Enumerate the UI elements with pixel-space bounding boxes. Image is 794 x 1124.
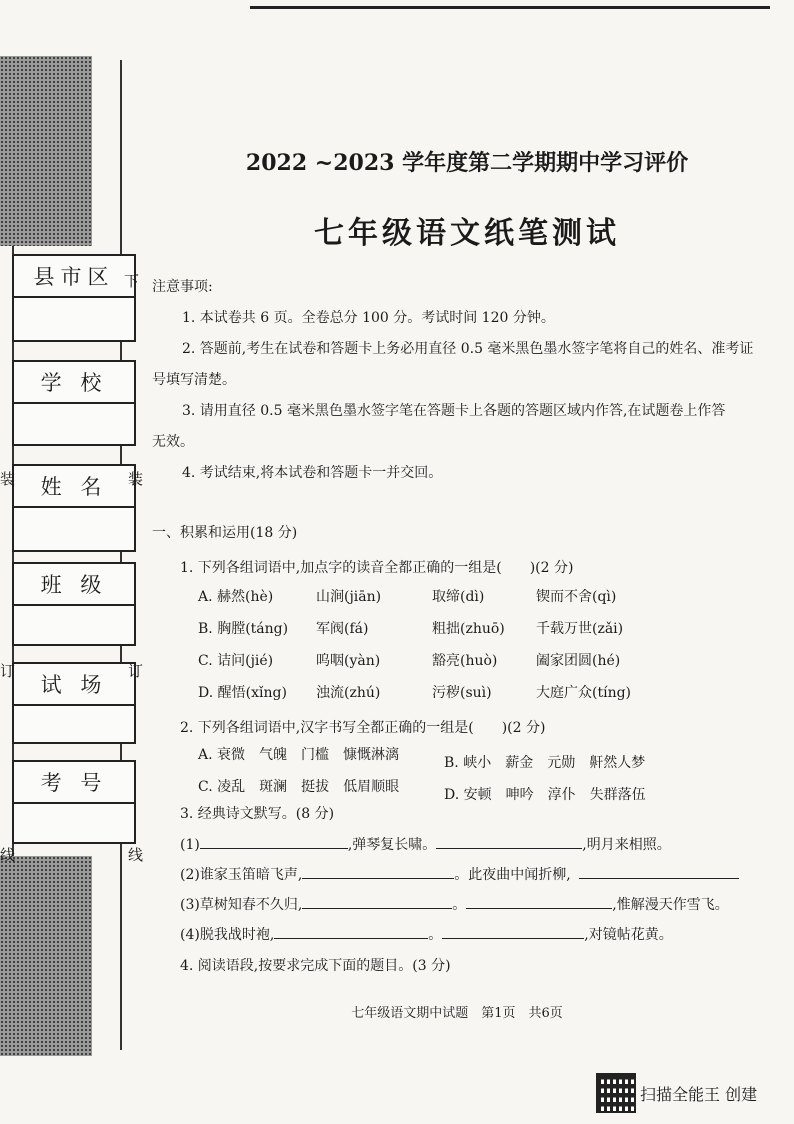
q4-stem: 4. 阅读语段,按要求完成下面的题目。(3 分) [180, 958, 451, 974]
q1-option-cell: 山涧(jiān) [316, 589, 382, 605]
notice-heading: 注意事项: [152, 279, 213, 295]
answer-blank[interactable] [200, 834, 348, 849]
q1-option-cell: 呜咽(yàn) [316, 653, 381, 669]
answer-blank[interactable] [436, 834, 582, 849]
notice-item: 号填写清楚。 [152, 372, 236, 388]
q1-option-cell: 豁亮(huò) [432, 653, 498, 669]
q1-option-c: C. 诘问(jié) [198, 653, 274, 669]
answer-blank[interactable] [466, 894, 612, 909]
q1-option-cell: 大庭广众(tíng) [536, 685, 632, 701]
notice-item: 无效。 [152, 434, 194, 450]
notice-item: 2. 答题前,考生在试卷和答题卡上务必用直径 0.5 毫米黑色墨水签字笔将自己的姓名、准考证 [182, 341, 754, 357]
q2-option-a: A. 衰微 气魄 门槛 慷慨淋漓 [198, 747, 400, 763]
q1-option-cell: 污秽(suì) [432, 685, 492, 701]
q1-option-cell: 军阀(fá) [316, 621, 369, 637]
field-school: 学 校 [12, 360, 136, 446]
q2-option-b: B. 峡小 薪金 元勋 鼾然人梦 [444, 755, 646, 771]
answer-blank[interactable] [274, 924, 428, 939]
answer-blank[interactable] [442, 924, 584, 939]
notice-item: 3. 请用直径 0.5 毫米黑色墨水签字笔在答题卡上各题的答题区域内作答,在试题卷上作答 [182, 403, 726, 419]
field-name: 姓 名 [12, 464, 136, 552]
q1-option-cell: 千载万世(zǎi) [536, 621, 624, 637]
mark-inner-down: 下 [124, 272, 140, 290]
answer-blank[interactable] [302, 864, 454, 879]
q3-line-3: (3)草树知春不久归, 。 ,惟解漫天作雪飞。 [180, 894, 729, 914]
mark-inner-staple: 订 [128, 662, 144, 680]
field-county: 县市区 [12, 254, 136, 342]
q3-stem: 3. 经典诗文默写。(8 分) [180, 806, 335, 822]
q1-option-d: D. 醒悟(xǐng) [198, 685, 287, 701]
q1-option-b: B. 胸膛(táng) [198, 621, 289, 637]
exam-subtitle: 七年级语文纸笔测试 [314, 216, 620, 251]
mark-inner-line: 线 [128, 846, 144, 864]
notice-block [152, 272, 792, 489]
q1-option-cell: 阖家团圆(hé) [536, 653, 621, 669]
q1-option-cell: 浊流(zhú) [316, 685, 381, 701]
notice-item: 4. 考试结束,将本试卷和答题卡一并交回。 [182, 465, 443, 481]
answer-blank[interactable] [302, 894, 452, 909]
answer-blank[interactable] [579, 864, 739, 879]
q1-option-cell: 锲而不舍(qì) [536, 589, 617, 605]
q1-option-cell: 粗拙(zhuō) [432, 621, 505, 637]
binding-pattern-bottom [0, 856, 92, 1056]
notice-item: 1. 本试卷共 6 页。全卷总分 100 分。考试时间 120 分钟。 [182, 310, 555, 326]
qr-code-icon [596, 1073, 636, 1113]
q3-line-4: (4)脱我战时袍, 。 ,对镜帖花黄。 [180, 924, 673, 944]
mark-outer-staple: 订 [0, 662, 16, 680]
field-exam-number: 考 号 [12, 760, 136, 844]
mark-outer-line: 线 [0, 846, 16, 864]
mark-outer-bind: 装 [0, 470, 16, 488]
q1-stem: 1. 下列各组词语中,加点字的读音全都正确的一组是( )(2 分) [180, 560, 574, 576]
top-edge-line [250, 6, 770, 9]
q2-option-d: D. 安顿 呻吟 淳仆 失群落伍 [444, 787, 646, 803]
q1-option-a: A. 赫然(hè) [198, 589, 274, 605]
q2-option-c: C. 凌乱 斑澜 挺拔 低眉顺眼 [198, 779, 400, 795]
field-exam-room: 试 场 [12, 662, 136, 744]
scanner-watermark: 扫描全能王 创建 [640, 1085, 758, 1104]
section-title: 一、积累和运用(18 分) [152, 525, 298, 541]
exam-title: 2022 ~2023 学年度第二学期期中学习评价 [245, 150, 689, 176]
q1-option-cell: 取缔(dì) [432, 589, 485, 605]
page-footer: 七年级语文期中试题 第1页 共6页 [351, 1006, 563, 1021]
q2-stem: 2. 下列各组词语中,汉字书写全都正确的一组是( )(2 分) [180, 720, 546, 736]
q3-line-1: (1) ,弹琴复长啸。 ,明月来相照。 [180, 834, 671, 854]
q3-line-2: (2)谁家玉笛暗飞声, 。此夜曲中闻折柳, [180, 864, 739, 884]
mark-inner-bind: 装 [128, 470, 144, 488]
field-class: 班 级 [12, 562, 136, 646]
